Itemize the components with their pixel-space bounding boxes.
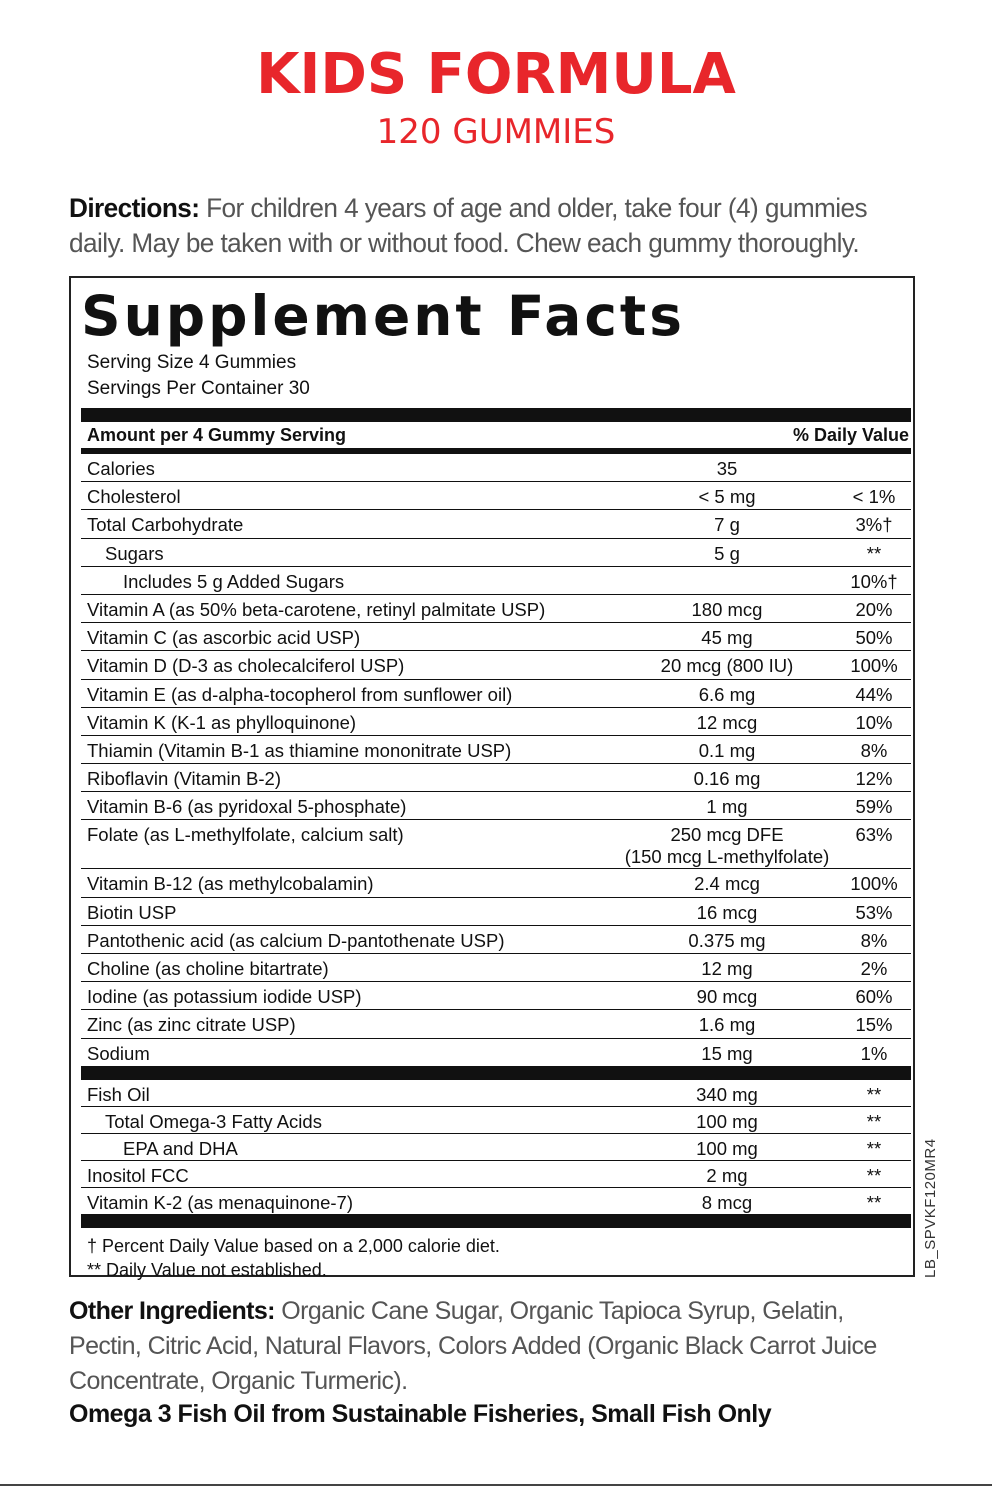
nutrient-daily-value: ** (866, 542, 882, 564)
nutrient-amount-value: 100 mg (696, 1137, 758, 1159)
nutrient-name: Vitamin E (as d-alpha-tocopherol from sunflower oil) (87, 683, 513, 705)
nutrient-name: Iodine (as potassium iodide USP) (87, 986, 362, 1008)
product-title: KIDS FORMULA (256, 42, 736, 107)
nutrient-row (81, 1107, 911, 1134)
nutrient-amount (617, 873, 837, 895)
nutrient-amount (617, 768, 837, 790)
nutrient-amount (617, 796, 837, 818)
nutrient-amount (617, 1043, 837, 1065)
nutrient-row (81, 1188, 911, 1215)
directions-label: Directions: (69, 193, 200, 223)
nutrient-amount (617, 1084, 837, 1106)
nutrient-daily-value: 8% (860, 929, 888, 951)
other-ingredients-text: Organic Cane Sugar, Organic Tapioca Syrup, Gelatin, Pectin, Citric Acid, Natural Flavors, Colors Added (Organic Black Carrot Juice Concentrate, Organic Turmeric). (69, 1297, 877, 1395)
nutrient-amount-value: 100 mg (696, 1110, 758, 1132)
nutrient-daily-value: ** (866, 1191, 882, 1213)
nutrient-name: Thiamin (Vitamin B-1 as thiamine mononitrate USP) (87, 739, 512, 761)
nutrient-amount (617, 986, 837, 1008)
nutrient-name: Sodium (87, 1042, 150, 1064)
nutrient-row (81, 764, 911, 792)
facts-content (81, 278, 911, 1282)
nutrient-daily-value: 100% (850, 655, 898, 677)
nutrient-row (81, 736, 911, 764)
nutrient-daily-value: 10%† (850, 570, 898, 592)
nutrient-name: EPA and DHA (123, 1137, 238, 1159)
nutrient-row (81, 1039, 911, 1067)
nutrient-amount-detail: (150 mcg L-methylfolate) (624, 846, 830, 868)
nutrient-row (81, 708, 911, 736)
serving-size: Serving Size 4 Gummies (87, 352, 297, 373)
nutrient-amount (617, 514, 837, 536)
nutrient-amount (617, 958, 837, 980)
bottom-rule (0, 1484, 992, 1486)
nutrient-amount-value: 5 g (714, 542, 740, 564)
nutrient-amount-value: 0.1 mg (698, 739, 756, 761)
nutrient-amount (617, 930, 837, 952)
nutrient-amount-value: 6.6 mg (698, 683, 756, 705)
nutrient-amount (617, 543, 837, 565)
nutrient-row (81, 510, 911, 538)
nutrient-name: Riboflavin (Vitamin B-2) (87, 768, 281, 790)
nutrient-amount-value: 1.6 mg (698, 1014, 756, 1036)
nutrient-name: Vitamin B-12 (as methylcobalamin) (87, 873, 374, 895)
nutrient-name: Fish Oil (87, 1083, 150, 1105)
nutrient-row (81, 792, 911, 820)
amount-per-serving-label: Amount per 4 Gummy Serving (87, 425, 347, 445)
nutrient-amount (617, 655, 837, 677)
nutrient-name: Total Carbohydrate (87, 514, 244, 536)
nutrient-daily-value: 12% (855, 768, 893, 790)
nutrient-row (81, 820, 911, 869)
footnote-dagger: † Percent Daily Value based on a 2,000 calorie diet. (87, 1235, 500, 1256)
nutrient-daily-value: < 1% (852, 486, 896, 508)
nutrient-amount (617, 458, 837, 480)
nutrient-amount-value: 16 mcg (696, 901, 758, 923)
nutrient-daily-value: 100% (850, 873, 898, 895)
nutrient-row (81, 482, 911, 510)
nutrient-amount-value: 2.4 mcg (694, 873, 760, 895)
nutrient-row (81, 651, 911, 679)
footnote-double-asterisk: ** Daily Value not established. (87, 1259, 327, 1280)
nutrient-amount (617, 902, 837, 924)
nutrient-amount (617, 599, 837, 621)
nutrient-name: Biotin USP (87, 901, 177, 923)
nutrient-daily-value: 44% (855, 683, 893, 705)
nutrient-amount (617, 740, 837, 762)
directions (69, 191, 903, 261)
nutrient-name: Pantothenic acid (as calcium D-pantothenate USP) (87, 929, 505, 951)
nutrient-name: Choline (as choline bitartrate) (87, 958, 329, 979)
nutrient-row (81, 954, 911, 982)
nutrient-daily-value: ** (866, 1083, 882, 1105)
nutrient-amount-value: < 5 mg (698, 486, 756, 508)
nutrient-row (81, 680, 911, 708)
other-nutrient-list (81, 1080, 911, 1215)
nutrient-row (81, 1010, 911, 1038)
product-count: 120 GUMMIES (376, 112, 616, 152)
nutrient-amount (617, 712, 837, 734)
nutrient-name: Sugars (105, 542, 164, 564)
nutrient-row (81, 1161, 911, 1188)
nutrient-row (81, 1134, 911, 1161)
nutrient-row (81, 982, 911, 1010)
nutrient-daily-value: 20% (855, 598, 893, 620)
nutrient-row (81, 623, 911, 651)
nutrient-row (81, 898, 911, 926)
nutrient-daily-value: 10% (855, 711, 893, 733)
nutrient-name: Vitamin K-2 (as menaquinone-7) (87, 1191, 353, 1213)
nutrient-amount-value: 2 mg (706, 1164, 748, 1186)
nutrient-row (81, 926, 911, 954)
nutrient-amount (617, 1192, 837, 1214)
nutrient-amount-value: 20 mcg (800 IU) (660, 655, 794, 677)
nutrient-name: Cholesterol (87, 486, 181, 508)
nutrient-amount (617, 1014, 837, 1036)
nutrient-name: Vitamin B-6 (as pyridoxal 5-phosphate) (87, 796, 407, 818)
nutrient-amount (617, 684, 837, 706)
nutrient-row (81, 539, 911, 567)
nutrient-amount (617, 824, 837, 868)
nutrient-name: Vitamin C (as ascorbic acid USP) (87, 627, 361, 649)
nutrient-amount (617, 1111, 837, 1133)
nutrient-row (81, 595, 911, 623)
nutrient-daily-value: 3%† (855, 514, 893, 536)
supplement-facts-panel (69, 276, 915, 1280)
nutrient-amount-value: 90 mcg (696, 986, 758, 1008)
nutrient-daily-value: 59% (855, 796, 893, 818)
daily-value-label: % Daily Value (792, 425, 909, 445)
nutrient-daily-value: ** (866, 1137, 882, 1159)
nutrient-row (81, 454, 911, 482)
nutrient-amount-value: 35 (716, 458, 738, 479)
facts-title: Supplement Facts (81, 284, 685, 348)
nutrient-daily-value: 15% (855, 1014, 893, 1036)
thick-divider (81, 1066, 911, 1080)
nutrient-name: Vitamin A (as 50% beta-carotene, retinyl palmitate USP) (87, 598, 546, 620)
nutrient-name: Vitamin D (D-3 as cholecalciferol USP) (87, 655, 405, 677)
nutrient-amount-value: 8 mcg (701, 1191, 753, 1213)
facts-header-row (81, 422, 911, 448)
nutrient-name: Calories (87, 458, 155, 479)
nutrient-amount-value: 180 mcg (691, 598, 763, 620)
nutrient-amount-value: 12 mcg (696, 711, 758, 733)
nutrient-amount-value: 0.375 mg (688, 929, 766, 951)
other-ingredients-label: Other Ingredients: (69, 1297, 275, 1325)
nutrient-daily-value: 1% (860, 1042, 888, 1064)
nutrient-name: Vitamin K (K-1 as phylloquinone) (87, 711, 357, 733)
footnotes (81, 1228, 911, 1282)
nutrient-amount (617, 486, 837, 508)
nutrient-amount-value: 45 mg (701, 627, 753, 649)
nutrient-name: Folate (as L-methylfolate, calcium salt) (87, 824, 404, 846)
nutrient-name: Zinc (as zinc citrate USP) (87, 1014, 296, 1036)
nutrient-name: Includes 5 g Added Sugars (123, 570, 345, 592)
other-ingredients (69, 1294, 909, 1399)
nutrient-list (81, 454, 911, 1067)
nutrient-row (81, 1080, 911, 1107)
nutrient-daily-value: 60% (855, 986, 893, 1008)
nutrient-name: Inositol FCC (87, 1164, 189, 1186)
label-code: LB_SPVKF120MR4 (922, 1138, 939, 1278)
nutrient-amount-value: 7 g (714, 514, 740, 536)
servings-per-container: Servings Per Container 30 (87, 378, 310, 399)
nutrient-amount-value: 1 mg (706, 796, 748, 818)
nutrient-daily-value: 63% (855, 824, 893, 846)
nutrient-daily-value: 53% (855, 901, 893, 923)
nutrient-amount-value: 12 mg (701, 958, 753, 979)
nutrient-daily-value: 2% (860, 958, 888, 979)
nutrient-amount (617, 627, 837, 649)
nutrient-daily-value: ** (866, 1164, 882, 1186)
nutrient-amount (617, 1138, 837, 1160)
nutrient-row (81, 567, 911, 595)
thick-divider (81, 408, 911, 422)
directions-text: For children 4 years of age and older, take four (4) gummies daily. May be taken with or without food. Chew each gummy thoroughly. (69, 193, 868, 258)
thick-divider (81, 1214, 911, 1228)
nutrient-amount-value: 15 mg (701, 1042, 753, 1064)
nutrient-amount-value: 0.16 mg (693, 768, 761, 790)
nutrient-daily-value: ** (866, 1110, 882, 1132)
nutrient-name: Total Omega-3 Fatty Acids (105, 1110, 322, 1132)
nutrient-amount-value: 250 mcg DFE (670, 824, 784, 846)
nutrient-amount (617, 1165, 837, 1187)
nutrient-daily-value: 50% (855, 627, 893, 649)
fish-oil-note: Omega 3 Fish Oil from Sustainable Fisheries, Small Fish Only (69, 1400, 772, 1428)
nutrient-daily-value: 8% (860, 739, 888, 761)
nutrient-amount-value: 340 mg (696, 1083, 758, 1105)
nutrient-row (81, 869, 911, 897)
